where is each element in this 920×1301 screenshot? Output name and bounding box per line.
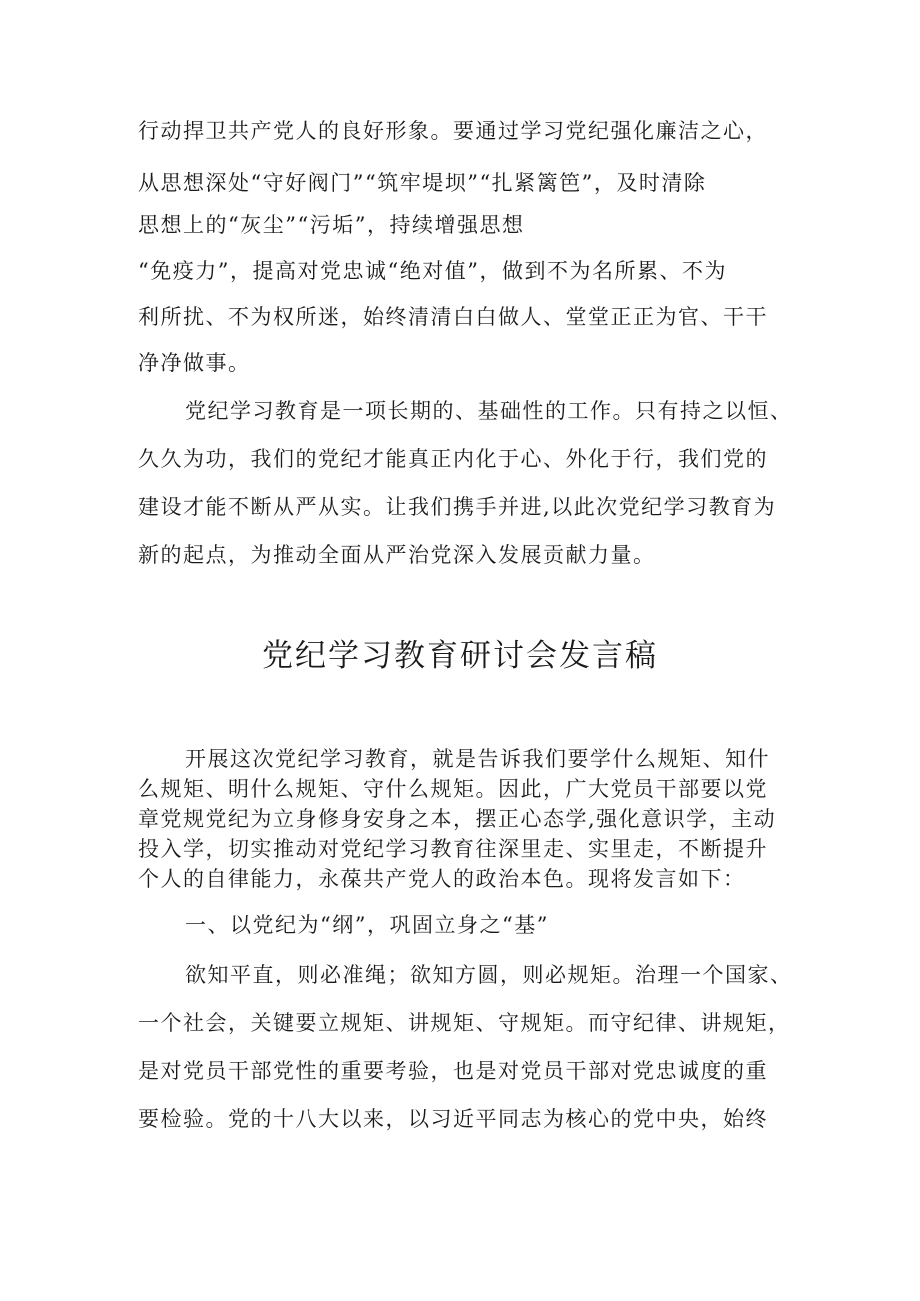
paragraph-line: 么规矩、明什么规矩、守什么规矩。因此，广大党员干部要以党 [138,777,768,801]
paragraph-line: 新的起点，为推动全面从严治党深入发展贡献力量。 [138,543,656,567]
paragraph-line: 开展这次党纪学习教育，就是告诉我们要学什么规矩、知什 [185,747,770,771]
paragraph-line: 净净做事。 [138,351,251,375]
paragraph-line: 从思想深处“守好阀门”“筑牢堤坝”“扎紧篱笆”，及时清除 [138,171,707,195]
paragraph-line: 个人的自律能力，永葆共产党人的政治本色。现将发言如下： [138,867,746,891]
paragraph-line: 久久为功，我们的党纪才能真正内化于心、外化于行，我们党的 [138,447,768,471]
section-heading: 一、以党纪为“纲”，巩固立身之“基” [185,913,549,937]
paragraph-line: 思想上的“灰尘”“污垢”，持续增强思想 [138,213,525,237]
paragraph-line: 建设才能不断从严从实。让我们携手并进,以此次党纪学习教育为 [138,495,777,519]
paragraph-line: 投入学，切实推动对党纪学习教育往深里走、实里走，不断提升 [138,837,768,861]
paragraph-line: 要检验。党的十八大以来，以习近平同志为核心的党中央，始终 [138,1107,768,1131]
article-title: 党纪学习教育研讨会发言稿 [262,638,658,674]
paragraph-line: 利所扰、不为权所迷，始终清清白白做人、堂堂正正为官、干干 [138,305,768,329]
paragraph-line: 欲知平直，则必准绳；欲知方圆，则必规矩。治理一个国家、 [185,963,793,987]
paragraph-line: 一个社会，关键要立规矩、讲规矩、守规矩。而守纪律、讲规矩， [138,1011,791,1035]
paragraph-line: 党纪学习教育是一项长期的、基础性的工作。只有持之以恒、 [185,399,793,423]
paragraph-line: “免疫力”，提高对党忠诚“绝对值”，做到不为名所累、不为 [138,259,727,283]
paragraph-line: 行动捍卫共产党人的良好形象。要通过学习党纪强化廉洁之心， [138,119,768,143]
paragraph-line: 章党规党纪为立身修身安身之本，摆正心态学,强化意识学，主动 [138,807,777,831]
paragraph-line: 是对党员干部党性的重要考验，也是对党员干部对党忠诚度的重 [138,1059,768,1083]
